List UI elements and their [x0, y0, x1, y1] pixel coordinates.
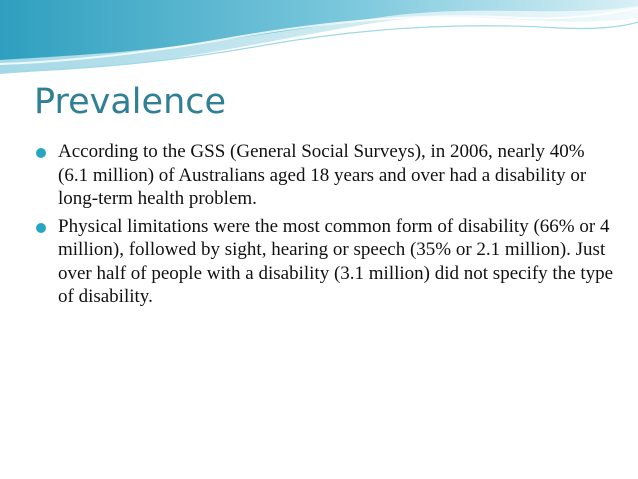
- bullet-item: [36, 215, 616, 309]
- bullet-list: [36, 140, 616, 313]
- bullet-item: [36, 140, 616, 211]
- slide-title: Prevalence: [34, 82, 227, 122]
- bullet-dot-icon: [36, 223, 46, 233]
- bullet-text: According to the GSS (General Social Surveys), in 2006, nearly 40% (6.1 million) of Australians aged 18 years and over had a disability or long-term health problem.: [58, 141, 587, 209]
- decorative-wave-banner: [0, 0, 638, 90]
- bullet-dot-icon: [36, 148, 46, 158]
- bullet-text: Physical limitations were the most common form of disability (66% or 4 million), followed by sight, hearing or speech (35% or 2.1 million). Just over half of people with a disability (3.1 million) did not specify the type of disability.: [58, 215, 614, 307]
